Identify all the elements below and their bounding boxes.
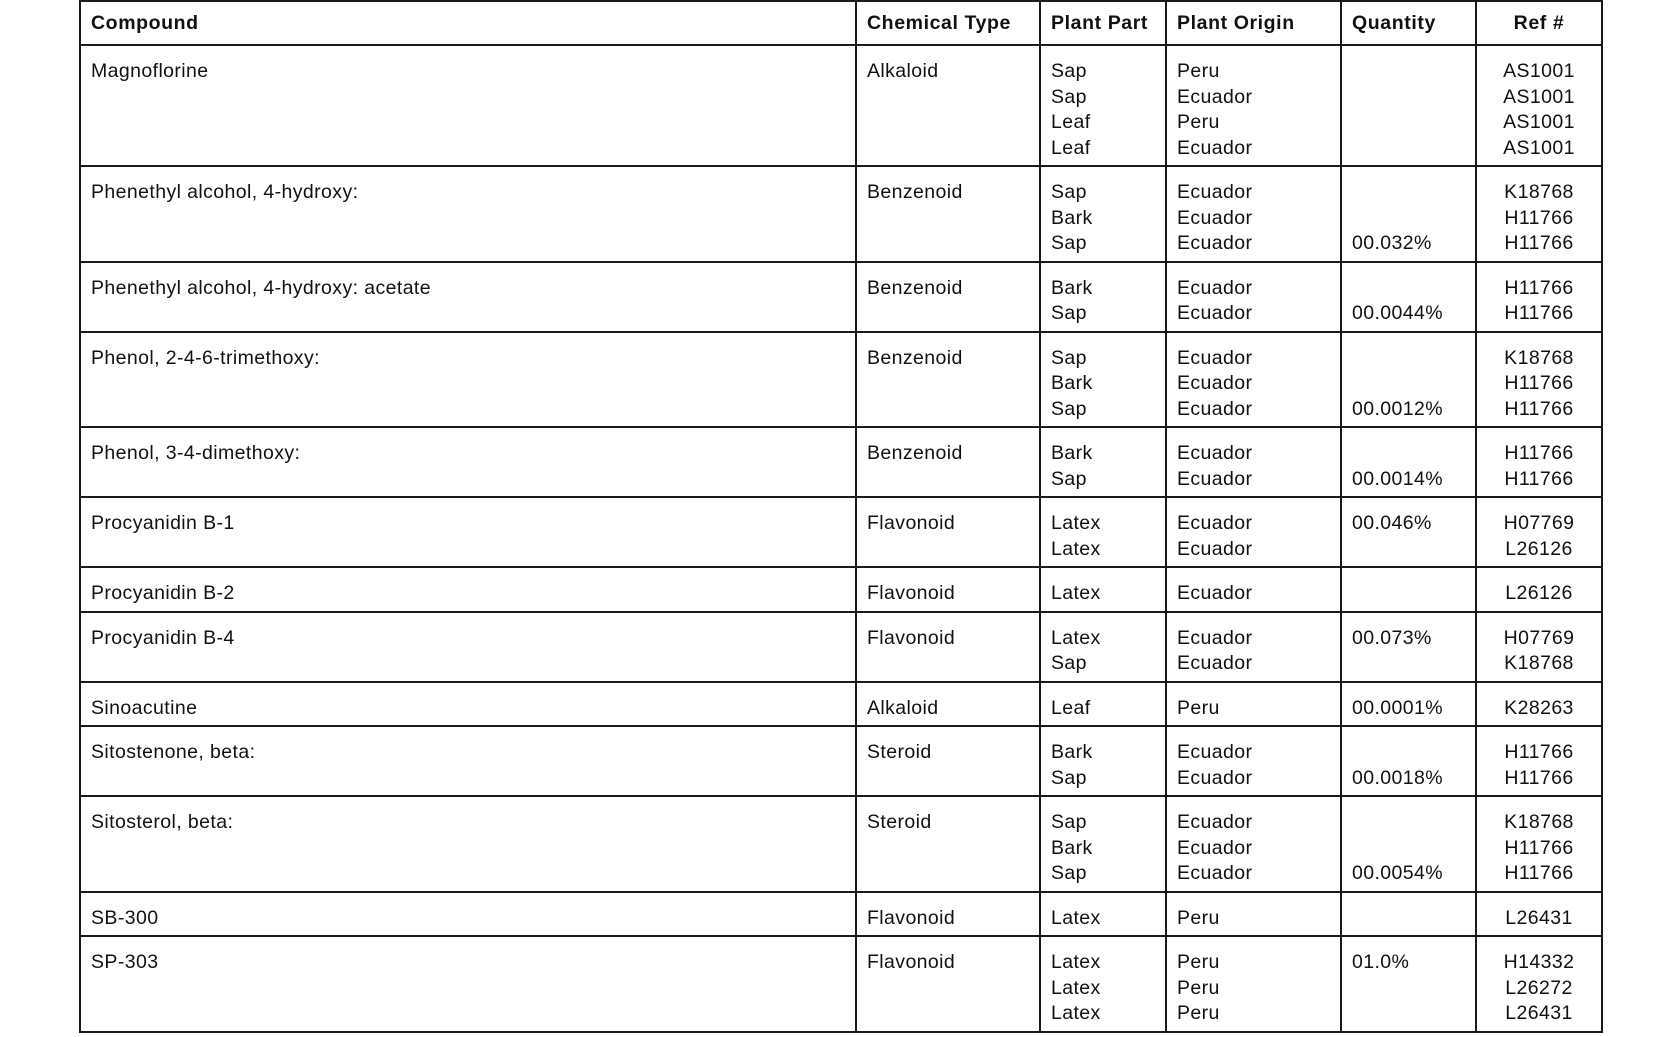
- quantity-line: 00.046%: [1352, 512, 1432, 534]
- quantity-line: 01.0%: [1352, 951, 1410, 973]
- ref-line: H07769: [1503, 512, 1575, 534]
- plant-origin-cell: [1166, 427, 1341, 497]
- plant-part-line: Sap: [1051, 346, 1087, 369]
- plant-origin-cell: [1166, 796, 1341, 892]
- quantity-line: 00.0001%: [1352, 696, 1444, 719]
- ref-line: H07769: [1503, 626, 1575, 649]
- ref-cell: [1476, 726, 1602, 796]
- quantity-line: 00.0014%: [1352, 467, 1444, 490]
- ref-line: K18768: [1504, 811, 1574, 833]
- ref-line: K18768: [1504, 652, 1574, 674]
- plant-origin-line: Ecuador: [1177, 276, 1253, 299]
- plant-origin-line: Ecuador: [1177, 652, 1253, 674]
- ref-line: H11766: [1504, 467, 1574, 490]
- plant-part-line: Sap: [1051, 302, 1087, 324]
- plant-origin-cell: [1166, 726, 1341, 796]
- ref-cell: [1476, 567, 1602, 612]
- plant-part-line: Bark: [1051, 836, 1093, 859]
- plant-part-line: Bark: [1051, 206, 1093, 229]
- plant-part-cell: [1040, 497, 1166, 567]
- plant-origin-line: Ecuador: [1177, 206, 1253, 229]
- plant-part-line: Latex: [1051, 906, 1101, 929]
- plant-part-cell: [1040, 892, 1166, 937]
- ref-line: H11766: [1504, 862, 1574, 884]
- quantity-cell: [1341, 892, 1476, 937]
- ref-line: K18768: [1504, 346, 1574, 369]
- quantity-cell: [1341, 45, 1476, 166]
- table-row: [80, 262, 1602, 332]
- ref-line: AS1001: [1503, 136, 1575, 159]
- table-row: [80, 796, 1602, 892]
- ref-line: H11766: [1504, 397, 1574, 420]
- chemical-type-cell: Benzenoid: [856, 166, 1040, 262]
- plant-origin-line: Ecuador: [1177, 442, 1253, 464]
- table-row: [80, 726, 1602, 796]
- ref-line: L26431: [1505, 906, 1573, 929]
- ref-cell: [1476, 166, 1602, 262]
- plant-part-line: Latex: [1051, 512, 1101, 534]
- ref-cell: [1476, 427, 1602, 497]
- plant-part-line: Latex: [1051, 626, 1101, 649]
- plant-origin-line: Peru: [1177, 696, 1220, 719]
- chemical-type-cell: Steroid: [856, 726, 1040, 796]
- plant-part-line: Sap: [1051, 652, 1087, 674]
- quantity-line: [1352, 651, 1465, 677]
- plant-origin-cell: [1166, 262, 1341, 332]
- plant-part-line: Latex: [1051, 951, 1101, 973]
- compound-cell: Phenethyl alcohol, 4-hydroxy:: [80, 166, 856, 262]
- plant-origin-cell: [1166, 892, 1341, 937]
- plant-part-cell: [1040, 726, 1166, 796]
- plant-part-line: Leaf: [1051, 696, 1091, 719]
- quantity-cell: [1341, 612, 1476, 682]
- plant-origin-line: Ecuador: [1177, 372, 1253, 394]
- quantity-line: [1352, 371, 1465, 397]
- quantity-line: [1352, 441, 1465, 467]
- compound-cell: Procyanidin B-4: [80, 612, 856, 682]
- plant-part-cell: [1040, 427, 1166, 497]
- quantity-cell: [1341, 427, 1476, 497]
- compound-cell: Procyanidin B-1: [80, 497, 856, 567]
- plant-origin-line: Ecuador: [1177, 626, 1253, 649]
- plant-part-line: Sap: [1051, 232, 1087, 254]
- chemical-type-cell: Flavonoid: [856, 892, 1040, 937]
- quantity-line: 00.0012%: [1352, 397, 1444, 420]
- quantity-cell: [1341, 796, 1476, 892]
- plant-part-cell: [1040, 262, 1166, 332]
- table-row: [80, 427, 1602, 497]
- plant-origin-line: Ecuador: [1177, 766, 1253, 789]
- chemical-type-cell: Alkaloid: [856, 45, 1040, 166]
- compound-cell: Phenethyl alcohol, 4-hydroxy: acetate: [80, 262, 856, 332]
- chemical-type-cell: Benzenoid: [856, 332, 1040, 428]
- ref-line: AS1001: [1503, 111, 1575, 133]
- plant-part-line: Leaf: [1051, 136, 1091, 159]
- quantity-line: [1352, 836, 1465, 862]
- ref-line: AS1001: [1503, 85, 1575, 108]
- ref-line: H11766: [1504, 302, 1574, 324]
- plant-part-line: Latex: [1051, 582, 1101, 604]
- plant-part-line: Latex: [1051, 1002, 1101, 1024]
- plant-part-line: Sap: [1051, 467, 1087, 490]
- table-row: [80, 497, 1602, 567]
- plant-origin-cell: [1166, 682, 1341, 727]
- ref-cell: [1476, 682, 1602, 727]
- ref-line: AS1001: [1503, 60, 1575, 82]
- quantity-line: 00.073%: [1352, 626, 1432, 649]
- plant-origin-line: Ecuador: [1177, 811, 1253, 833]
- plant-origin-line: Ecuador: [1177, 85, 1253, 108]
- plant-part-line: Sap: [1051, 181, 1087, 203]
- ref-line: L26126: [1505, 582, 1573, 604]
- compound-cell: Sinoacutine: [80, 682, 856, 727]
- ref-cell: [1476, 796, 1602, 892]
- chemical-type-cell: Benzenoid: [856, 427, 1040, 497]
- ref-line: H11766: [1504, 206, 1574, 229]
- quantity-line: [1352, 537, 1465, 563]
- ref-line: L26272: [1505, 976, 1573, 999]
- table-row: [80, 45, 1602, 166]
- table-row: [80, 612, 1602, 682]
- plant-origin-line: Ecuador: [1177, 467, 1253, 490]
- quantity-line: [1352, 59, 1465, 85]
- plant-part-line: Latex: [1051, 976, 1101, 999]
- ref-line: L26126: [1505, 537, 1573, 560]
- quantity-cell: [1341, 726, 1476, 796]
- quantity-line: [1352, 906, 1465, 932]
- quantity-line: [1352, 136, 1465, 162]
- plant-origin-cell: [1166, 45, 1341, 166]
- compound-cell: SB-300: [80, 892, 856, 937]
- compound-cell: Phenol, 2-4-6-trimethoxy:: [80, 332, 856, 428]
- plant-origin-cell: [1166, 612, 1341, 682]
- ref-cell: [1476, 332, 1602, 428]
- chemical-type-cell: Steroid: [856, 796, 1040, 892]
- ref-cell: [1476, 612, 1602, 682]
- ref-line: H11766: [1504, 836, 1574, 859]
- plant-part-line: Sap: [1051, 85, 1087, 108]
- ref-cell: [1476, 497, 1602, 567]
- plant-part-cell: [1040, 45, 1166, 166]
- table-row: [80, 936, 1602, 1032]
- plant-part-line: Bark: [1051, 442, 1093, 464]
- quantity-line: [1352, 180, 1465, 206]
- plant-origin-cell: [1166, 936, 1341, 1032]
- plant-origin-line: Peru: [1177, 976, 1220, 999]
- header-quantity: Quantity: [1341, 1, 1476, 45]
- ref-line: K18768: [1504, 181, 1574, 203]
- plant-origin-line: Ecuador: [1177, 512, 1253, 534]
- compound-cell: Phenol, 3-4-dimethoxy:: [80, 427, 856, 497]
- header-plant-part: Plant Part: [1040, 1, 1166, 45]
- quantity-cell: [1341, 166, 1476, 262]
- plant-part-line: Sap: [1051, 397, 1087, 420]
- ref-line: L26431: [1505, 1002, 1573, 1024]
- plant-origin-line: Ecuador: [1177, 232, 1253, 254]
- plant-origin-line: Peru: [1177, 951, 1220, 973]
- plant-part-cell: [1040, 682, 1166, 727]
- quantity-line: 00.0054%: [1352, 862, 1444, 884]
- plant-part-cell: [1040, 567, 1166, 612]
- table-row: [80, 567, 1602, 612]
- ref-line: H11766: [1504, 372, 1574, 394]
- chemical-type-cell: Benzenoid: [856, 262, 1040, 332]
- quantity-line: [1352, 85, 1465, 111]
- plant-part-line: Sap: [1051, 862, 1087, 884]
- quantity-cell: [1341, 497, 1476, 567]
- table-header: [80, 1, 1602, 45]
- chemical-type-cell: Alkaloid: [856, 682, 1040, 727]
- plant-origin-line: Ecuador: [1177, 302, 1253, 324]
- quantity-line: [1352, 740, 1465, 766]
- compound-cell: SP-303: [80, 936, 856, 1032]
- plant-origin-cell: [1166, 497, 1341, 567]
- quantity-line: 00.0044%: [1352, 302, 1444, 324]
- ref-cell: [1476, 262, 1602, 332]
- plant-origin-line: Peru: [1177, 1002, 1220, 1024]
- quantity-line: [1352, 206, 1465, 232]
- plant-part-line: Bark: [1051, 741, 1093, 763]
- ref-line: H11766: [1504, 766, 1574, 789]
- plant-origin-line: Ecuador: [1177, 397, 1253, 420]
- quantity-line: [1352, 276, 1465, 302]
- table-row: [80, 682, 1602, 727]
- quantity-cell: [1341, 682, 1476, 727]
- plant-part-line: Sap: [1051, 811, 1087, 833]
- plant-origin-line: Ecuador: [1177, 136, 1253, 159]
- plant-origin-cell: [1166, 332, 1341, 428]
- plant-origin-line: Ecuador: [1177, 537, 1253, 560]
- quantity-line: [1352, 1001, 1465, 1027]
- plant-part-line: Bark: [1051, 276, 1093, 299]
- header-row: [80, 1, 1602, 45]
- quantity-line: [1352, 110, 1465, 136]
- plant-origin-line: Ecuador: [1177, 836, 1253, 859]
- header-plant-origin: Plant Origin: [1166, 1, 1341, 45]
- header-chemical-type: Chemical Type: [856, 1, 1040, 45]
- chemical-type-cell: Flavonoid: [856, 567, 1040, 612]
- plant-origin-line: Peru: [1177, 111, 1220, 133]
- compound-cell: Sitostenone, beta:: [80, 726, 856, 796]
- plant-origin-line: Ecuador: [1177, 741, 1253, 763]
- ref-cell: [1476, 45, 1602, 166]
- chemical-type-cell: Flavonoid: [856, 612, 1040, 682]
- ref-cell: [1476, 936, 1602, 1032]
- compound-cell: Sitosterol, beta:: [80, 796, 856, 892]
- plant-origin-line: Ecuador: [1177, 346, 1253, 369]
- table-row: [80, 166, 1602, 262]
- plant-part-cell: [1040, 332, 1166, 428]
- plant-part-line: Leaf: [1051, 111, 1091, 133]
- ref-line: K28263: [1504, 696, 1574, 719]
- quantity-line: 00.0018%: [1352, 766, 1444, 789]
- quantity-line: [1352, 976, 1465, 1002]
- header-compound: Compound: [80, 1, 856, 45]
- table-row: [80, 892, 1602, 937]
- quantity-line: [1352, 581, 1465, 607]
- ref-cell: [1476, 892, 1602, 937]
- plant-part-cell: [1040, 166, 1166, 262]
- compounds-table: [79, 0, 1603, 1033]
- table-body: [80, 45, 1602, 1032]
- ref-line: H14332: [1503, 951, 1575, 973]
- quantity-line: [1352, 346, 1465, 372]
- plant-part-line: Bark: [1051, 372, 1093, 394]
- plant-part-cell: [1040, 936, 1166, 1032]
- plant-origin-line: Ecuador: [1177, 862, 1253, 884]
- plant-origin-cell: [1166, 567, 1341, 612]
- plant-part-line: Latex: [1051, 537, 1101, 560]
- ref-line: H11766: [1504, 232, 1574, 254]
- ref-line: H11766: [1504, 741, 1574, 763]
- plant-part-line: Sap: [1051, 60, 1087, 82]
- plant-part-cell: [1040, 796, 1166, 892]
- quantity-line: 00.032%: [1352, 232, 1432, 254]
- plant-origin-line: Ecuador: [1177, 181, 1253, 203]
- plant-origin-line: Peru: [1177, 906, 1220, 929]
- compound-cell: Procyanidin B-2: [80, 567, 856, 612]
- quantity-cell: [1341, 936, 1476, 1032]
- plant-origin-cell: [1166, 166, 1341, 262]
- plant-origin-line: Ecuador: [1177, 582, 1253, 604]
- quantity-cell: [1341, 262, 1476, 332]
- table-row: [80, 332, 1602, 428]
- plant-part-cell: [1040, 612, 1166, 682]
- quantity-cell: [1341, 332, 1476, 428]
- header-ref: Ref #: [1476, 1, 1602, 45]
- chemical-type-cell: Flavonoid: [856, 497, 1040, 567]
- compound-cell: Magnoflorine: [80, 45, 856, 166]
- quantity-cell: [1341, 567, 1476, 612]
- plant-part-line: Sap: [1051, 766, 1087, 789]
- plant-origin-line: Peru: [1177, 60, 1220, 82]
- ref-line: H11766: [1504, 276, 1574, 299]
- chemical-type-cell: Flavonoid: [856, 936, 1040, 1032]
- ref-line: H11766: [1504, 442, 1574, 464]
- quantity-line: [1352, 810, 1465, 836]
